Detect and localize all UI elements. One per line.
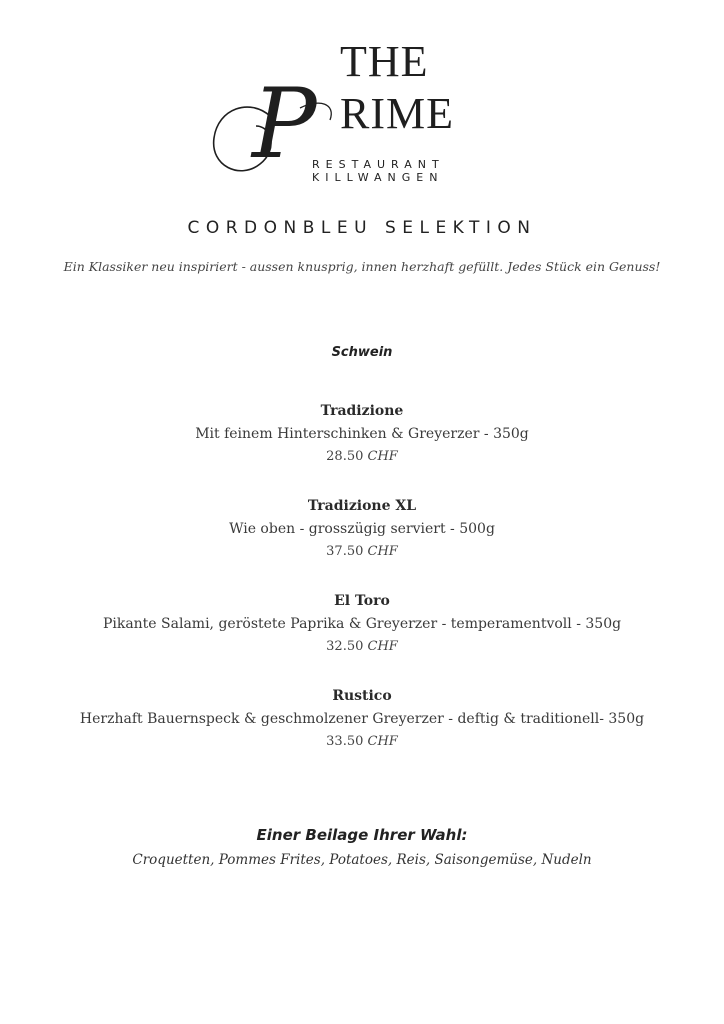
menu-item-price [0, 541, 724, 563]
menu-item-description: Herzhaft Bauernspeck & geschmolzener Greyerzer - deftig & traditionell- 350g [79, 711, 645, 727]
menu-item [0, 495, 724, 563]
menu-item-price [0, 731, 724, 753]
menu-category: Schwein [331, 345, 393, 360]
menu-item-price [0, 446, 724, 468]
price-currency: CHF [367, 639, 398, 654]
menu-item [0, 590, 724, 658]
menu-item-description: Pikante Salami, geröstete Paprika & Greyerzer - temperamentvoll - 350g [102, 616, 622, 632]
price-currency: CHF [367, 449, 398, 464]
price-value: 32.50 [326, 639, 364, 654]
menu-item-description: Wie oben - grosszügig serviert - 500g [229, 521, 495, 537]
menu-item-price [0, 636, 724, 658]
menu-item-name: Tradizione [320, 403, 404, 419]
price-value: 33.50 [326, 734, 364, 749]
sides-list: Croquetten, Pommes Frites, Potatoes, Reis, Saisongemüse, Nudeln [132, 852, 592, 868]
logo-subtitle-location: KILLWANGEN [312, 171, 444, 184]
menu-item-name: El Toro [334, 593, 390, 609]
menu-item-description: Mit feinem Hinterschinken & Greyerzer - 350g [195, 426, 529, 442]
menu-title: CORDONBLEU SELEKTION [187, 218, 537, 238]
sides-title: Einer Beilage Ihrer Wahl: [256, 826, 468, 844]
price-currency: CHF [367, 734, 398, 749]
menu-item-name: Rustico [332, 688, 392, 704]
logo-line-rime: RIME [340, 89, 454, 138]
menu-item-name: Tradizione XL [307, 498, 417, 514]
logo-line-the: THE [340, 37, 429, 86]
logo-initial: P [252, 68, 317, 180]
price-currency: CHF [367, 544, 398, 559]
logo-subtitle-restaurant: RESTAURANT [312, 158, 445, 171]
menu-item [0, 685, 724, 753]
price-value: 28.50 [326, 449, 364, 464]
menu-tagline: Ein Klassiker neu inspiriert - aussen knusprig, innen herzhaft gefüllt. Jedes Stück ein Genuss! [63, 259, 661, 274]
price-value: 37.50 [326, 544, 364, 559]
menu-item [0, 400, 724, 468]
